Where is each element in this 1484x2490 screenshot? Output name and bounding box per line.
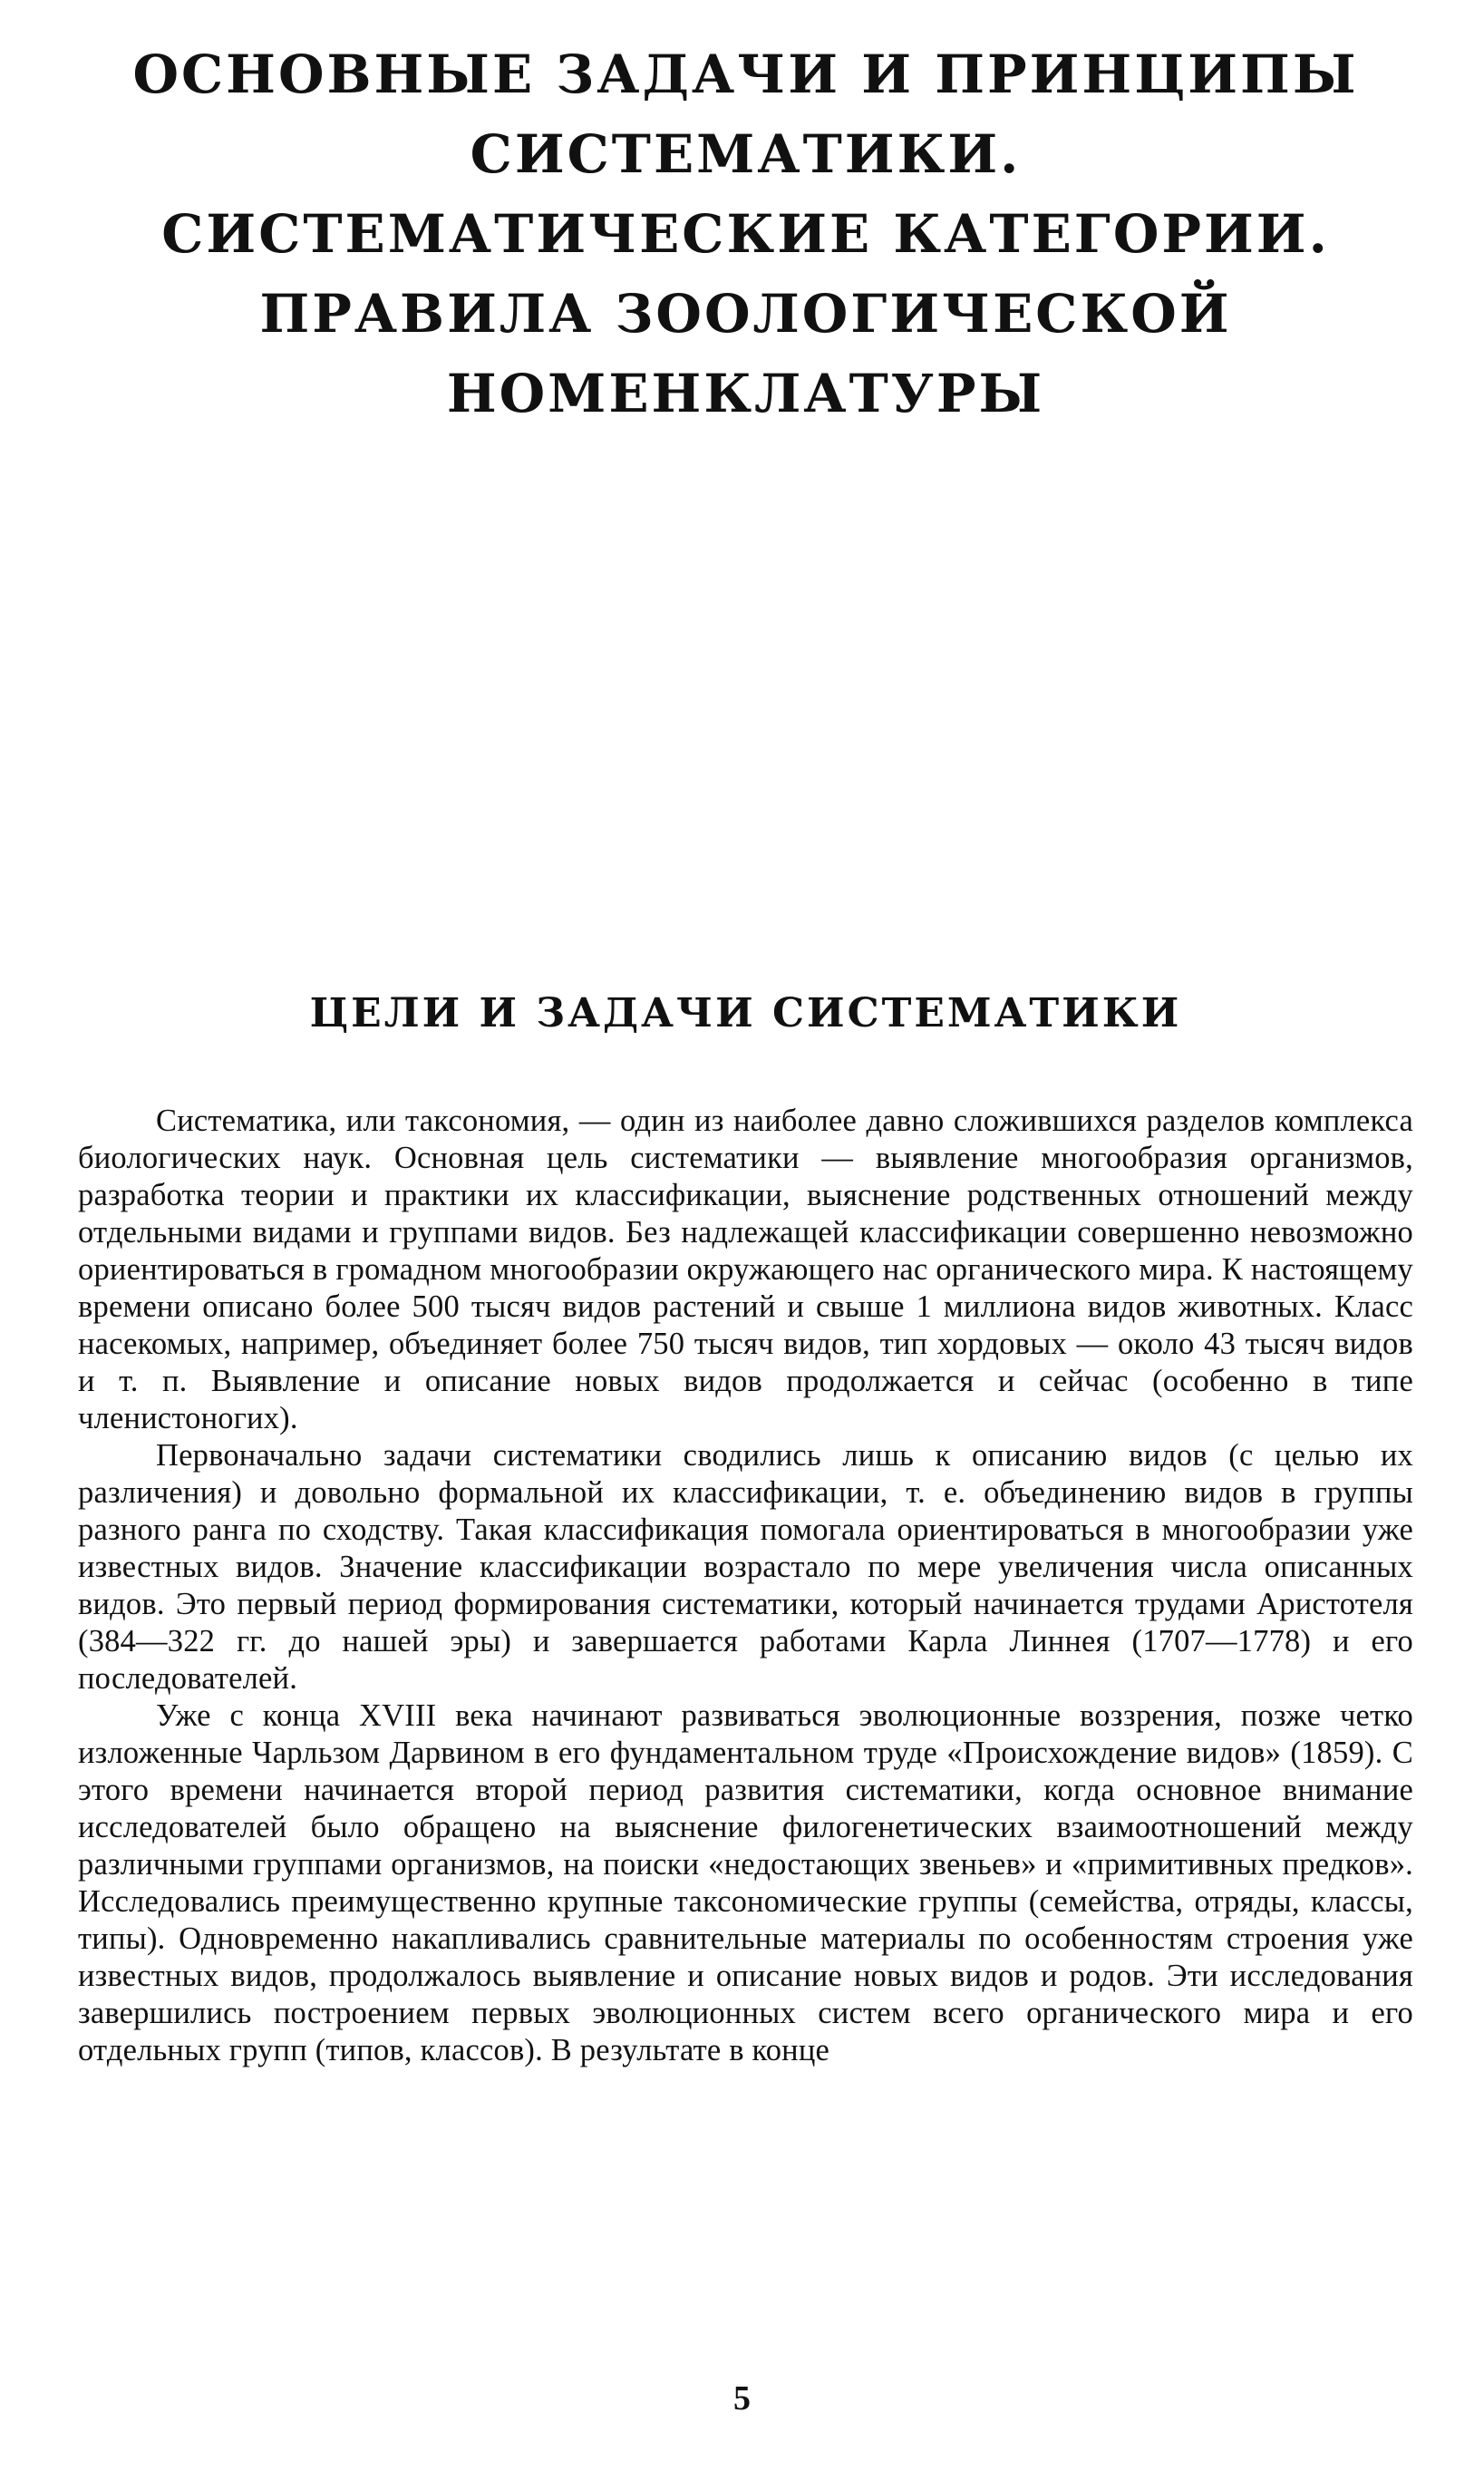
chapter-title-line: НОМЕНКЛАТУРЫ — [446, 363, 1045, 424]
chapter-title-line: СИСТЕМАТИКИ. — [470, 123, 1022, 185]
page-number: 5 — [733, 2379, 751, 2417]
paragraph: Уже с конца XVIII века начинают развиваться эволюционные воззрения, позже четко изложенные Чарльзом Дарвином в его фундаментальном труде «Происхождение видов» (1859). С этого времени начинается второй период развития систематики, когда основное внимание исследователей было обращено на выяснение филогенетических взаимоотношений между различными группами организмов, на поиски «недостающих звеньев» и «примитивных предков». Исследовались преимущественно крупные таксономические группы (семейства, отряды, классы, типы). Одновременно накапливались сравнительные материалы по особенностям строения уже известных видов, продолжалось выявление и описание новых видов и родов. Эти исследования завершились построением первых эволюционных систем всего органического мира и его отдельных групп (типов, классов). В результате в конце — [78, 1698, 1413, 2067]
chapter-title — [78, 0, 1413, 433]
chapter-title-line: ПРАВИЛА ЗООЛОГИЧЕСКОЙ — [259, 283, 1232, 345]
chapter-title-line: ОСНОВНЫЕ ЗАДАЧИ И ПРИНЦИПЫ — [132, 44, 1359, 105]
paragraph: Первоначально задачи систематики сводились лишь к описанию видов (с целью их различения) и довольно формальной их классификации, т. е. объединению видов в группы разного ранга по сходству. Такая классификация помогала ориентироваться в многообразии уже известных видов. Значение классификации возрастало по мере увеличения числа описанных видов. Это первый период формирования систематики, который начинается трудами Аристотеля (384—322 гг. до нашей эры) и завершается работами Карла Линнея (1707—1778) и его последователей. — [78, 1438, 1413, 1696]
section-body — [78, 1103, 1413, 2069]
paragraph: Систематика, или таксономия, — один из наиболее давно сложившихся разделов комплекса биологических наук. Основная цель систематики — выявление многообразия организмов, разработка теории и практики их классификации, выяснение родственных отношений между отдельными видами и группами видов. Без надлежащей классификации совершенно невозможно ориентироваться в громадном многообразии окружающего нас органического мира. К настоящему времени описано более 500 тысяч видов растений и свыше 1 миллиона видов животных. Класс насекомых, например, объединяет более 750 тысяч видов, тип хордовых — около 43 тысяч видов и т. п. Выявление и описание новых видов продолжается и сейчас (особенно в типе членистоногих). — [78, 1104, 1413, 1435]
section-title: ЦЕЛИ И ЗАДАЧИ СИСТЕМАТИКИ — [309, 990, 1182, 1036]
chapter-title-line: СИСТЕМАТИЧЕСКИЕ КАТЕГОРИИ. — [161, 203, 1330, 265]
